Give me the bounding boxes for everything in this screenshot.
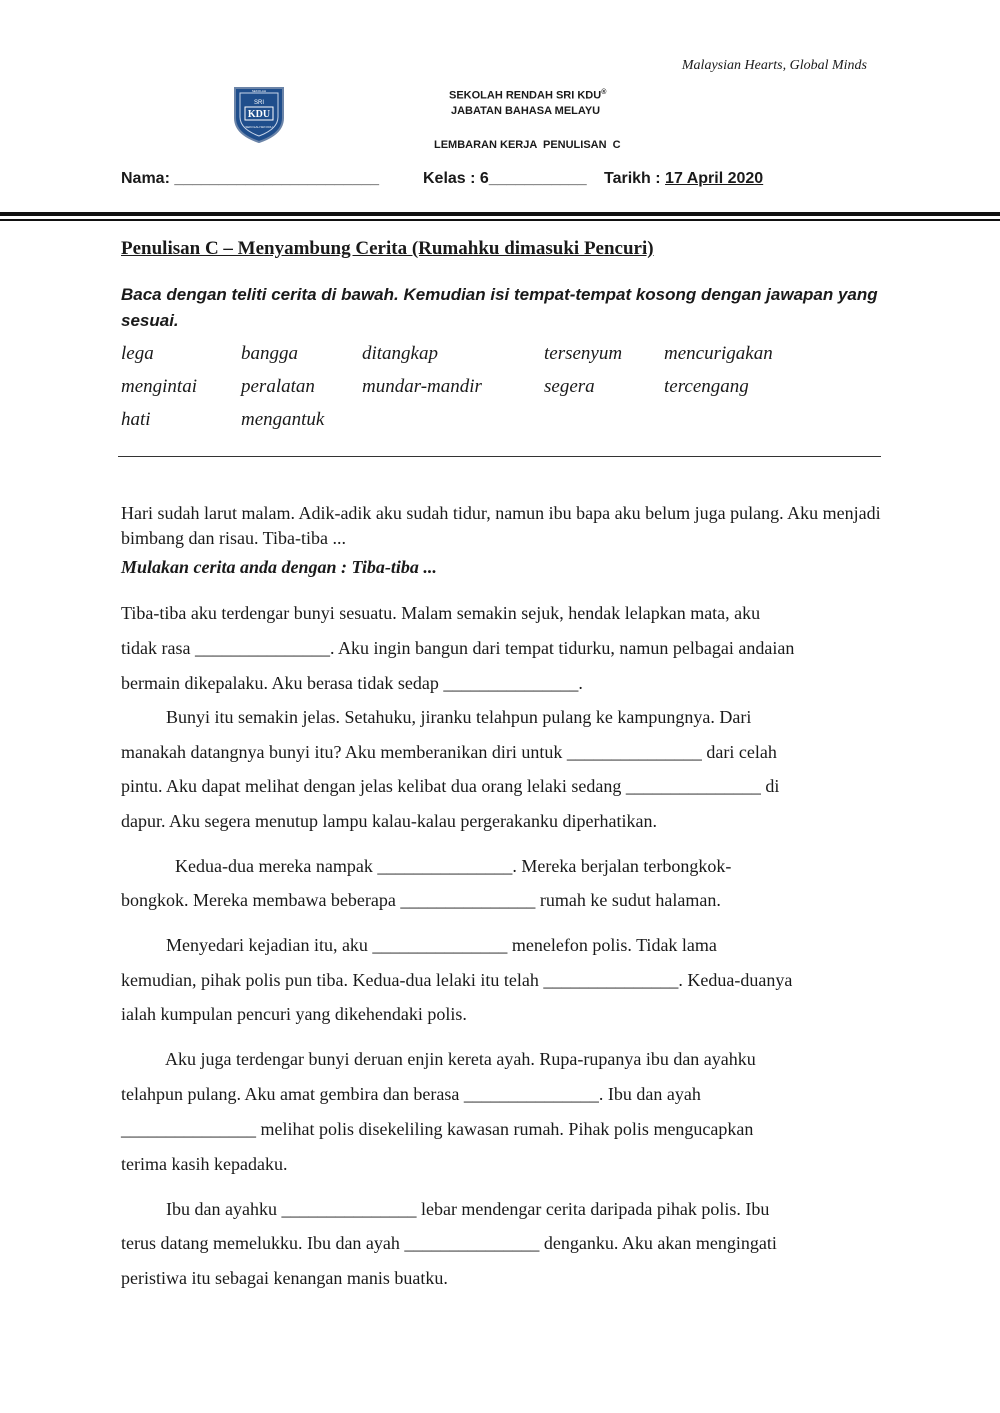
registered-mark: ®: [601, 89, 607, 96]
story-prompt: Mulakan cerita anda dengan : Tiba-tiba ...: [121, 557, 437, 577]
department-name: JABATAN BAHASA MELAYU: [451, 105, 601, 117]
header-divider-thick: [0, 212, 1000, 216]
school-logo: [231, 84, 287, 144]
school-name: SEKOLAH RENDAH SRI KDU®: [449, 89, 607, 102]
word-bank-divider: [118, 456, 881, 457]
word-bank-item: mencurigakan: [664, 343, 773, 364]
story-line: peristiwa itu sebagai kenangan manis buatku.: [121, 1268, 448, 1288]
class-blank[interactable]: ___________: [488, 170, 587, 187]
story-line[interactable]: Menyedari kejadian itu, aku _______________ menelefon polis. Tidak lama: [121, 935, 717, 955]
date-field: [604, 170, 763, 188]
name-field[interactable]: [121, 170, 379, 188]
story-line: ialah kumpulan pencuri yang dikehendaki polis.: [121, 1004, 467, 1024]
logo-school-text: SRI: [253, 100, 265, 106]
word-bank-item: mengintai: [121, 376, 197, 397]
class-field[interactable]: [423, 170, 587, 188]
header-divider-thin: [0, 219, 1000, 221]
word-bank-item: peralatan: [241, 376, 315, 397]
word-bank-item: lega: [121, 343, 154, 364]
story-line[interactable]: bongkok. Mereka membawa beberapa _______________ rumah ke sudut halaman.: [121, 890, 721, 910]
word-bank-item: tercengang: [664, 376, 749, 397]
story-line: Aku juga terdengar bunyi deruan enjin kereta ayah. Rupa-rupanya ibu dan ayahku: [121, 1049, 756, 1069]
section-title: Penulisan C – Menyambung Cerita (Rumahku dimasuki Pencuri): [121, 238, 654, 259]
story-line[interactable]: kemudian, pihak polis pun tiba. Kedua-dua lelaki itu telah _______________. Kedua-duanya: [121, 970, 793, 990]
story-line[interactable]: bermain dikepalaku. Aku berasa tidak sedap _______________.: [121, 673, 583, 693]
story-line[interactable]: Kedua-dua mereka nampak _______________. Mereka berjalan terbongkok-: [121, 856, 732, 876]
story-line[interactable]: terus datang memelukku. Ibu dan ayah _______________ denganku. Aku akan mengingati: [121, 1233, 777, 1253]
word-bank-item: tersenyum: [544, 343, 623, 364]
school-motto: Malaysian Hearts, Global Minds: [681, 58, 867, 73]
school-crest-icon: [231, 84, 287, 144]
story-line[interactable]: Ibu dan ayahku _______________ lebar mendengar cerita daripada pihak polis. Ibu: [121, 1199, 770, 1219]
story-intro: Hari sudah larut malam. Adik-adik aku sudah tidur, namun ibu bapa aku belum juga pulang. Aku menjadi bimbang dan risau. Tiba-tiba ...: [121, 503, 881, 548]
instruction-text: Baca dengan teliti cerita di bawah. Kemudian isi tempat-tempat kosong dengan jawapan yang sesuai.: [121, 285, 878, 330]
word-bank-item: segera: [544, 376, 595, 397]
word-bank-item: ditangkap: [362, 343, 438, 364]
date-label: Tarikh :: [604, 170, 666, 187]
logo-top-text: SEKOLAH: [251, 89, 267, 93]
story-line[interactable]: pintu. Aku dapat melihat dengan jelas kelibat dua orang lelaki sedang _______________ di: [121, 776, 780, 796]
story-line: terima kasih kepadaku.: [121, 1154, 288, 1174]
logo-kdu-text: KDU: [247, 109, 271, 120]
word-bank-item: mundar-mandir: [362, 376, 482, 397]
story-line[interactable]: tidak rasa _______________. Aku ingin bangun dari tempat tidurku, namun pelbagai andaian: [121, 638, 795, 658]
date-value: 17 April 2020: [665, 170, 764, 187]
logo-bottom-text: SEKOLAH SRI KDU: [245, 125, 273, 129]
worksheet-title: LEMBARAN KERJA PENULISAN C: [434, 139, 621, 151]
story-line[interactable]: telahpun pulang. Aku amat gembira dan berasa _______________. Ibu dan ayah: [121, 1084, 701, 1104]
story-line[interactable]: _______________ melihat polis disekeliling kawasan rumah. Pihak polis mengucapkan: [121, 1119, 754, 1139]
story-line[interactable]: manakah datangnya bunyi itu? Aku memberanikan diri untuk _______________ dari celah: [121, 742, 777, 762]
name-blank[interactable]: _______________________: [174, 170, 380, 187]
story-line: dapur. Aku segera menutup lampu kalau-kalau pergerakanku diperhatikan.: [121, 811, 657, 831]
name-label: Nama:: [121, 170, 175, 187]
word-bank-item: bangga: [241, 343, 298, 364]
story-line: Bunyi itu semakin jelas. Setahuku, jiranku telahpun pulang ke kampungnya. Dari: [121, 707, 752, 727]
class-label: Kelas : 6: [423, 170, 489, 187]
story-line: Tiba-tiba aku terdengar bunyi sesuatu. Malam semakin sejuk, hendak lelapkan mata, aku: [121, 603, 761, 623]
word-bank-item: hati: [121, 409, 151, 430]
word-bank-item: mengantuk: [241, 409, 325, 430]
